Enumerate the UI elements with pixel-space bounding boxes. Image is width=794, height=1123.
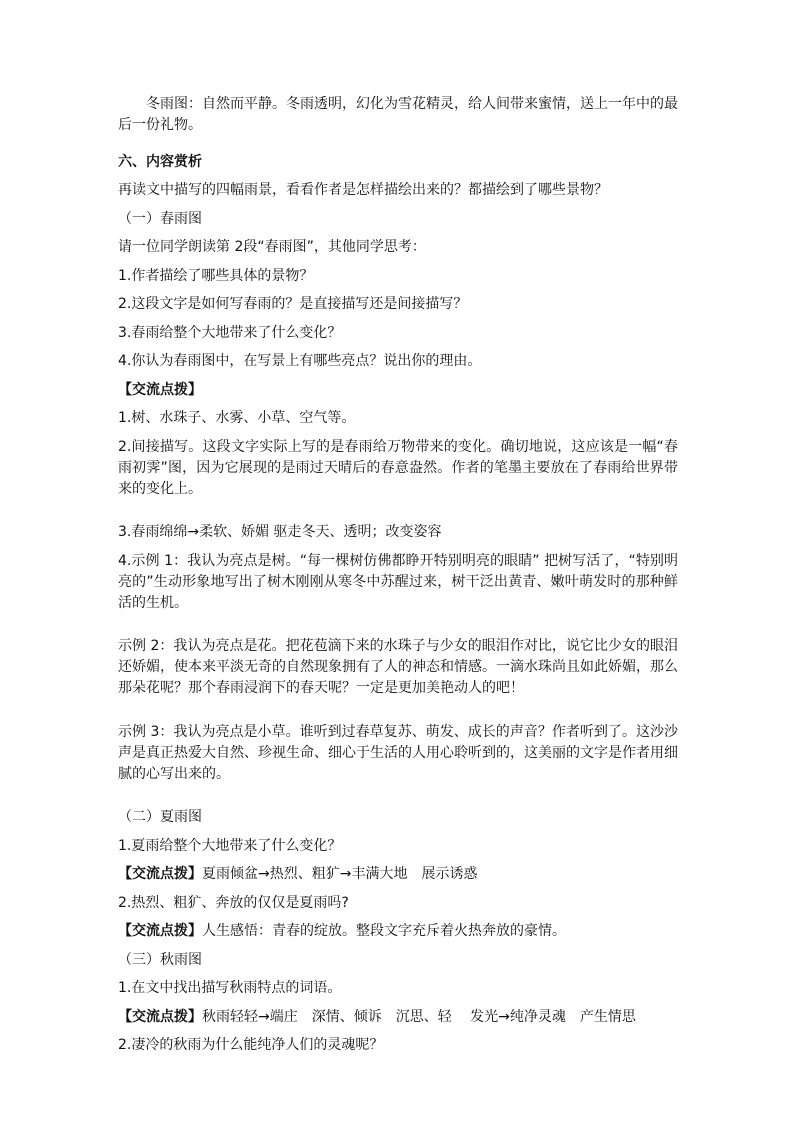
answer-1: 1.树、水珠子、水雾、小草、空气等。	[118, 410, 356, 426]
answer-3: 3.春雨绵绵→柔软、娇媚 驱走冬天、透明；改变姿容	[118, 524, 442, 540]
autumn-question-2: 2.凄冷的秋雨为什么能纯净人们的灵魂呢？	[118, 1037, 384, 1053]
exchange-tip-label: 【交流点拨】	[118, 866, 202, 882]
paragraph-reread-question: 再读文中描写的四幅雨景，看看作者是怎样描绘出来的？都描绘到了哪些景物？	[118, 182, 608, 198]
paragraph-winter-rain: 冬雨图：自然而平静。冬雨透明，幻化为雪花精灵，给人间带来蜜情，送上一年中的最后一份礼物。	[118, 96, 678, 133]
subheading-autumn-rain: （三）秋雨图	[118, 951, 202, 968]
example-3: 示例 3：我认为亮点是小草。谁听到过春草复苏、萌发、成长的声音？作者听到了。这沙沙声是真正热爱大自然、珍视生命、细心于生活的人用心聆听到的，这美丽的文字是作者用细腻的心写出来的。	[118, 723, 678, 782]
autumn-answer-1	[118, 1007, 678, 1028]
summer-answer-2	[118, 921, 678, 942]
section-heading-content-analysis: 六、内容赏析	[118, 153, 202, 170]
subheading-summer-rain: （二）夏雨图	[118, 809, 202, 825]
exchange-tip-heading: 【交流点拨】	[118, 381, 202, 398]
subheading-spring-rain: （一）春雨图	[118, 210, 202, 227]
question-3: 3.春雨给整个大地带来了什么变化？	[118, 324, 342, 341]
question-2: 2.这段文字是如何写春雨的？是直接描写还是间接描写？	[118, 296, 468, 312]
summer-answer-2-text: 人生感悟：青春的绽放。整段文字充斥着火热奔放的豪情。	[202, 923, 566, 939]
example-2: 示例 2：我认为亮点是花。把花苞滴下来的水珠子与少女的眼泪作对比，说它比少女的眼泪还娇媚，使本来平淡无奇的自然现象拥有了人的神态和情感。一滴水珠尚且如此娇媚，那么那朵花呢？那个春雨浸润下的春天呢？一定是更加美艳动人的吧！	[118, 638, 678, 696]
summer-answer-1-text: 夏雨倾盆→热烈、粗犷→丰满大地 展示诱惑	[202, 866, 478, 882]
question-1: 1.作者描绘了哪些具体的景物？	[118, 267, 314, 284]
summer-question-2: 2.热烈、粗犷、奔放的仅仅是夏雨吗?	[118, 894, 349, 911]
answer-4-example-1: 4.示例 1：我认为亮点是树。“每一棵树仿佛都睁开特别明亮的眼睛” 把树写活了，“特别明亮的”生动形象地写出了树木刚刚从寒冬中苏醒过来，树干泛出黄青、嫩叶萌发时的那种鲜活的生机。	[118, 552, 678, 611]
exchange-tip-label: 【交流点拨】	[118, 923, 202, 939]
summer-question-1: 1.夏雨给整个大地带来了什么变化？	[118, 837, 342, 854]
question-4: 4.你认为春雨图中，在写景上有哪些亮点？说出你的理由。	[118, 353, 482, 369]
paragraph-read-aloud: 请一位同学朗读第 2段“春雨图”，其他同学思考：	[118, 239, 426, 255]
autumn-question-1: 1.在文中找出描写秋雨特点的词语。	[118, 980, 342, 996]
answer-2: 2.间接描写。这段文字实际上写的是春雨给万物带来的变化。确切地说，这应该是一幅“春雨初霁”图，因为它展现的是雨过天晴后的春意盎然。作者的笔墨主要放在了春雨给世界带来的变化上。	[118, 438, 678, 497]
summer-answer-1	[118, 864, 678, 885]
exchange-tip-label: 【交流点拨】	[118, 1008, 202, 1025]
document-page	[118, 94, 678, 1064]
autumn-answer-1-text: 秋雨轻轻→端庄 深情、倾诉 沉思、轻 发光→纯净灵魂 产生情思	[202, 1008, 636, 1025]
